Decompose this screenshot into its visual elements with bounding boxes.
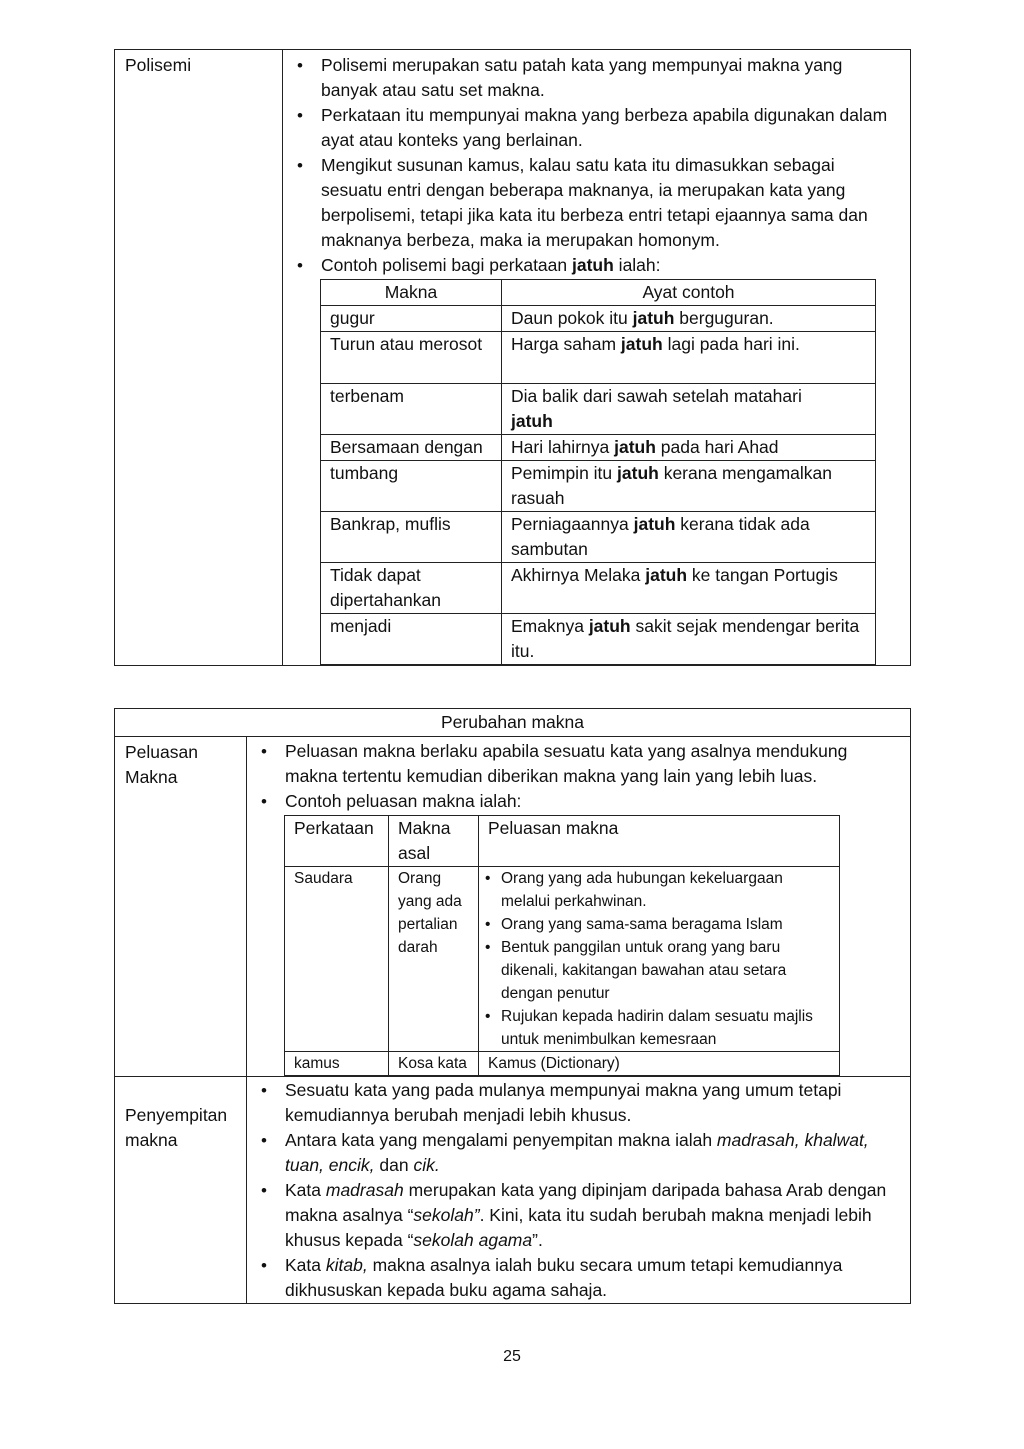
table-row: [285, 867, 840, 1052]
makna-cell: Tidak dapat dipertahankan: [321, 563, 502, 614]
perubahan-makna-table: [114, 708, 911, 1304]
table-row: [285, 1052, 840, 1076]
bullet-text: ”.: [532, 1230, 543, 1250]
polisemi-content: [283, 50, 911, 666]
italic-term: sekolah agama: [413, 1230, 533, 1250]
column-header-makna-asal: Makna asal: [389, 816, 479, 867]
peluasan-bullet-1: • Peluasan makna berlaku apabila sesuatu kata yang asalnya mendukung makna tertentu kemudian diberikan makna yang lain yang lebih luas.: [247, 739, 910, 789]
bullet-text: . Kini, kata itu sudah berubah makna menjadi lebih khusus kepada “: [285, 1205, 872, 1250]
italic-term: kitab,: [325, 1255, 368, 1275]
ayat-text: Dia balik dari sawah setelah matahari: [511, 386, 802, 406]
ayat-cell: [502, 306, 876, 332]
peluasan-cell: [479, 867, 840, 1052]
ayat-cell: [502, 461, 876, 512]
peluasan-bullets: [247, 739, 910, 814]
italic-term: sekolah”: [413, 1205, 480, 1225]
polisemi-bullet-2: • Perkataan itu mempunyai makna yang berbeza apabila digunakan dalam ayat atau konteks yang berlainan.: [283, 103, 910, 153]
ayat-text: ke tangan Portugis: [687, 565, 838, 585]
bullet-text: Kata: [285, 1255, 326, 1275]
perubahan-title: Perubahan makna: [115, 709, 911, 737]
penyempitan-content: [247, 1077, 911, 1304]
makna-cell: tumbang: [321, 461, 502, 512]
makna-cell: Turun atau merosot: [321, 332, 502, 384]
peluasan-content: [247, 737, 911, 1077]
table-header-row: [321, 280, 876, 306]
ayat-text: lagi pada hari ini.: [662, 334, 800, 354]
column-header-makna: Makna: [321, 280, 502, 306]
peluasan-list: [485, 867, 830, 1051]
ayat-text: Emaknya: [511, 616, 589, 636]
perkataan-cell: Saudara: [285, 867, 389, 1052]
bullet-text: merupakan kata yang dipinjam daripada bahasa Arab dengan makna asalnya “: [285, 1180, 887, 1225]
column-header-ayat-contoh: Ayat contoh: [502, 280, 876, 306]
ayat-cell: [502, 332, 876, 384]
italic-term: madrasah: [325, 1180, 404, 1200]
bold-word: jatuh: [614, 437, 656, 457]
ayat-cell: [502, 435, 876, 461]
penyempitan-bullet-4: [247, 1253, 890, 1303]
polisemi-label: Polisemi: [115, 50, 283, 666]
ayat-text: Akhirnya Melaka: [511, 565, 646, 585]
table-row: [321, 563, 876, 614]
ayat-cell: [502, 384, 876, 435]
bullet-text: Antara kata yang mengalami penyempitan makna ialah: [285, 1130, 717, 1150]
column-header-perkataan: Perkataan: [285, 816, 389, 867]
ayat-cell: [502, 512, 876, 563]
list-item: • Orang yang sama-sama beragama Islam: [485, 913, 830, 936]
jatuh-examples-table: [320, 279, 876, 665]
bullet-text: Contoh polisemi bagi perkataan: [321, 255, 572, 275]
bullet-text: dan: [374, 1155, 414, 1175]
italic-term: cik.: [413, 1155, 440, 1175]
polisemi-table: [114, 49, 911, 666]
perkataan-cell: kamus: [285, 1052, 389, 1076]
bold-word: jatuh: [645, 565, 688, 585]
bold-word: jatuh: [620, 334, 663, 354]
italic-term: madrasah, khalwat, tuan, encik,: [285, 1130, 869, 1175]
ayat-text: Harga saham: [511, 334, 621, 354]
makna-cell: Bersamaan dengan: [321, 435, 502, 461]
ayat-text: kerana mengamalkan rasuah: [511, 463, 832, 508]
ayat-cell: [502, 614, 876, 665]
bullet-text: Sesuatu kata yang pada mulanya mempunyai makna yang umum tetapi kemudiannya berubah menjadi lebih khusus.: [285, 1080, 842, 1125]
peluasan-cell: Kamus (Dictionary): [479, 1052, 840, 1076]
bold-word: jatuh: [633, 514, 676, 534]
list-item: • Rujukan kepada hadirin dalam sesuatu majlis untuk menimbulkan kemesraan: [485, 1005, 830, 1051]
bold-word: jatuh: [617, 463, 659, 483]
peluasan-label: Peluasan Makna: [115, 737, 247, 1077]
makna-cell: gugur: [321, 306, 502, 332]
penyempitan-label: Penyempitan makna: [115, 1077, 247, 1304]
table-row: [321, 614, 876, 665]
penyempitan-bullet-2: [247, 1128, 890, 1178]
table-row: [321, 512, 876, 563]
makna-cell: menjadi: [321, 614, 502, 665]
peluasan-bullet-2: • Contoh peluasan makna ialah:: [247, 789, 910, 814]
bold-word: jatuh: [588, 616, 631, 636]
table-row: [321, 306, 876, 332]
polisemi-bullets: [283, 53, 910, 278]
ayat-text: Daun pokok itu: [511, 308, 633, 328]
ayat-text: berguguran.: [674, 308, 774, 328]
ayat-text: pada hari Ahad: [655, 437, 779, 457]
penyempitan-bullet-3: [247, 1178, 890, 1253]
bullet-text: Kata: [285, 1180, 326, 1200]
table-row: [321, 332, 876, 384]
penyempitan-bullet-1: [247, 1078, 890, 1128]
ayat-text: Hari lahirnya: [511, 437, 615, 457]
list-item: • Bentuk panggilan untuk orang yang baru dikenali, kakitangan bawahan atau setara dengan penutur: [485, 936, 830, 1005]
makna-asal-cell: Kosa kata: [389, 1052, 479, 1076]
list-item: • Orang yang ada hubungan kekeluargaan melalui perkahwinan.: [485, 867, 830, 913]
makna-cell: terbenam: [321, 384, 502, 435]
bold-word: jatuh: [632, 308, 675, 328]
ayat-cell: [502, 563, 876, 614]
bullet-text: makna asalnya ialah buku secara umum tetapi kemudiannya dikhususkan kepada buku agama sahaja.: [285, 1255, 843, 1300]
makna-cell: Bankrap, muflis: [321, 512, 502, 563]
column-header-peluasan-makna: Peluasan makna: [479, 816, 840, 867]
peluasan-examples-table: [284, 815, 840, 1076]
table-header-row: [285, 816, 840, 867]
bold-word: jatuh: [511, 411, 553, 431]
bullet-text: ialah:: [613, 255, 661, 275]
table-row: [321, 384, 876, 435]
penyempitan-bullets: [247, 1078, 890, 1303]
table-row: [321, 461, 876, 512]
ayat-text: Pemimpin itu: [511, 463, 618, 483]
polisemi-bullet-3: • Mengikut susunan kamus, kalau satu kata itu dimasukkan sebagai sesuatu entri dengan beberapa maknanya, ia merupakan kata yang berpolisemi, tetapi jika kata itu berbeza entri tetapi ejaannya sama dan maknanya berbeza, maka ia merupakan homonym.: [283, 153, 910, 253]
table-row: [321, 435, 876, 461]
ayat-text: Perniagaannya: [511, 514, 634, 534]
bold-word: jatuh: [572, 255, 614, 275]
page-number: 25: [503, 1348, 521, 1365]
ayat-text: sakit sejak mendengar berita itu.: [511, 616, 860, 661]
polisemi-bullet-1: • Polisemi merupakan satu patah kata yang mempunyai makna yang banyak atau satu set makna.: [283, 53, 910, 103]
makna-asal-cell: Orang yang ada pertalian darah: [389, 867, 479, 1052]
polisemi-bullet-4: [283, 253, 910, 278]
ayat-text: kerana tidak ada sambutan: [511, 514, 810, 559]
